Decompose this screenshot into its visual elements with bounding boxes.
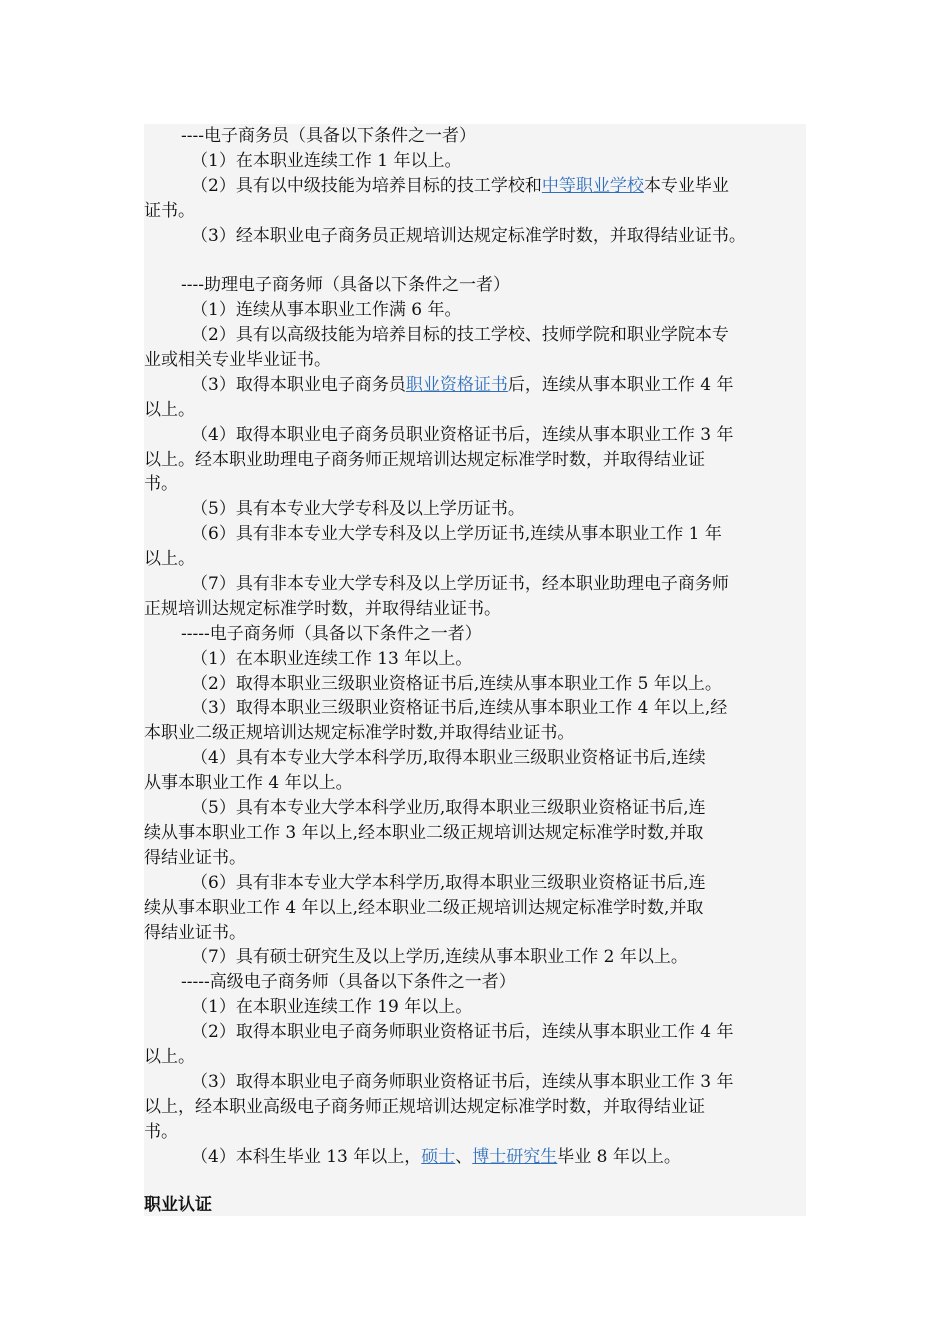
text-span: ----电子商务员（具备以下条件之一者）: [181, 126, 476, 146]
text-span: 毕业 8 年以上。: [557, 1146, 681, 1167]
text-line: [144, 746, 824, 771]
text-line: [144, 597, 824, 622]
text-span: （3）取得本职业电子商务员: [191, 374, 406, 395]
hyperlink[interactable]: 博士研究生: [472, 1146, 558, 1167]
text-span: 续从事本职业工作 3 年以上,经本职业二级正规培训达规定标准学时数,并取: [144, 822, 704, 843]
text-span: （3）经本职业电子商务员正规培训达规定标准学时数，并取得结业证书。: [191, 225, 746, 246]
text-line: [144, 149, 824, 174]
text-span: -----电子商务师（具备以下条件之一者）: [181, 623, 482, 644]
text-span: 证书。: [144, 200, 195, 221]
text-span: 以上。: [144, 399, 195, 420]
text-span: （1）连续从事本职业工作满 6 年。: [191, 300, 462, 321]
text-span: 以上。: [144, 1046, 195, 1067]
paragraph-gap: [144, 248, 824, 273]
text-span: （2）取得本职业电子商务师职业资格证书后，连续从事本职业工作 4 年: [191, 1022, 734, 1043]
text-span: 书。: [144, 1121, 178, 1142]
document-body: [144, 124, 824, 1169]
text-span: （5）具有本专业大学本科学业历,取得本职业三级职业资格证书后,连: [191, 798, 706, 819]
text-line: [144, 1120, 824, 1145]
text-span: 以上。: [144, 549, 195, 570]
text-line: [144, 1095, 824, 1120]
text-line: [144, 224, 824, 249]
text-line: [144, 696, 824, 721]
text-span: 后，连续从事本职业工作 4 年: [507, 374, 734, 395]
text-span: -----高级电子商务师（具备以下条件之一者）: [181, 972, 516, 993]
text-span: （4）取得本职业电子商务员职业资格证书后，连续从事本职业工作 3 年: [191, 424, 734, 445]
text-line: [144, 796, 824, 821]
hyperlink[interactable]: 职业资格证书: [405, 374, 508, 395]
section-heading: [144, 622, 824, 647]
text-line: [144, 896, 824, 921]
text-line: [144, 298, 824, 323]
text-span: （4）本科生毕业 13 年以上，: [191, 1146, 422, 1167]
text-span: 从事本职业工作 4 年以上。: [144, 773, 353, 794]
text-span: （7）具有硕士研究生及以上学历,连续从事本职业工作 2 年以上。: [191, 947, 688, 968]
text-line: [144, 871, 824, 896]
section-heading: [144, 970, 824, 995]
text-span: ----助理电子商务师（具备以下条件之一者）: [181, 275, 510, 296]
text-line: [144, 448, 824, 473]
text-line: [144, 672, 824, 697]
text-span: 以上，经本职业高级电子商务师正规培训达规定标准学时数，并取得结业证: [144, 1096, 705, 1117]
text-line: [144, 572, 824, 597]
text-line: [144, 1020, 824, 1045]
text-line: [144, 921, 824, 946]
text-line: [144, 771, 824, 796]
text-span: 以上。经本职业助理电子商务师正规培训达规定标准学时数，并取得结业证: [144, 449, 705, 470]
text-span: 续从事本职业工作 4 年以上,经本职业二级正规培训达规定标准学时数,并取: [144, 897, 704, 918]
text-span: 正规培训达规定标准学时数，并取得结业证书。: [144, 598, 501, 619]
text-span: （3）取得本职业电子商务师职业资格证书后，连续从事本职业工作 3 年: [191, 1071, 734, 1092]
text-line: [144, 721, 824, 746]
text-span: 业或相关专业毕业证书。: [144, 350, 331, 371]
text-span: 书。: [144, 474, 178, 495]
text-line: [144, 821, 824, 846]
text-span: 本职业二级正规培训达规定标准学时数,并取得结业证书。: [144, 723, 575, 744]
text-line: [144, 199, 824, 224]
section-title: 职业认证: [144, 1195, 212, 1215]
text-span: 得结业证书。: [144, 847, 246, 868]
text-line: [144, 995, 824, 1020]
text-line: [144, 423, 824, 448]
text-line: [144, 846, 824, 871]
hyperlink[interactable]: 硕士: [421, 1146, 456, 1167]
text-span: （1）在本职业连续工作 19 年以上。: [191, 997, 473, 1018]
text-line: [144, 1070, 824, 1095]
text-line: [144, 348, 824, 373]
text-line: [144, 1045, 824, 1070]
text-span: （1）在本职业连续工作 13 年以上。: [191, 648, 473, 669]
text-span: （5）具有本专业大学专科及以上学历证书。: [191, 499, 525, 520]
text-span: （1）在本职业连续工作 1 年以上。: [191, 150, 462, 171]
text-span: 本专业毕业: [643, 175, 729, 196]
text-line: [144, 1145, 824, 1170]
text-span: 、: [455, 1146, 473, 1167]
text-span: （4）具有本专业大学本科学历,取得本职业三级职业资格证书后,连续: [191, 748, 706, 769]
text-span: （6）具有非本专业大学本科学历,取得本职业三级职业资格证书后,连: [191, 872, 706, 893]
text-line: [144, 323, 824, 348]
hyperlink[interactable]: 中等职业学校: [541, 175, 644, 196]
text-line: [144, 945, 824, 970]
text-line: [144, 497, 824, 522]
text-span: （6）具有非本专业大学专科及以上学历证书,连续从事本职业工作 1 年: [191, 524, 722, 545]
text-span: （2）具有以中级技能为培养目标的技工学校和: [191, 175, 542, 196]
section-heading: [144, 124, 824, 149]
text-span: （3）取得本职业三级职业资格证书后,连续从事本职业工作 4 年以上,经: [191, 698, 728, 719]
text-line: [144, 174, 824, 199]
text-line: [144, 398, 824, 423]
text-line: [144, 522, 824, 547]
text-line: [144, 647, 824, 672]
text-line: [144, 472, 824, 497]
text-line: [144, 373, 824, 398]
text-span: （2）具有以高级技能为培养目标的技工学校、技师学院和职业学院本专: [191, 325, 729, 346]
text-span: （7）具有非本专业大学专科及以上学历证书，经本职业助理电子商务师: [191, 574, 729, 595]
section-heading: [144, 273, 824, 298]
text-line: [144, 547, 824, 572]
text-span: 得结业证书。: [144, 922, 246, 943]
text-span: （2）取得本职业三级职业资格证书后,连续从事本职业工作 5 年以上。: [191, 673, 722, 694]
